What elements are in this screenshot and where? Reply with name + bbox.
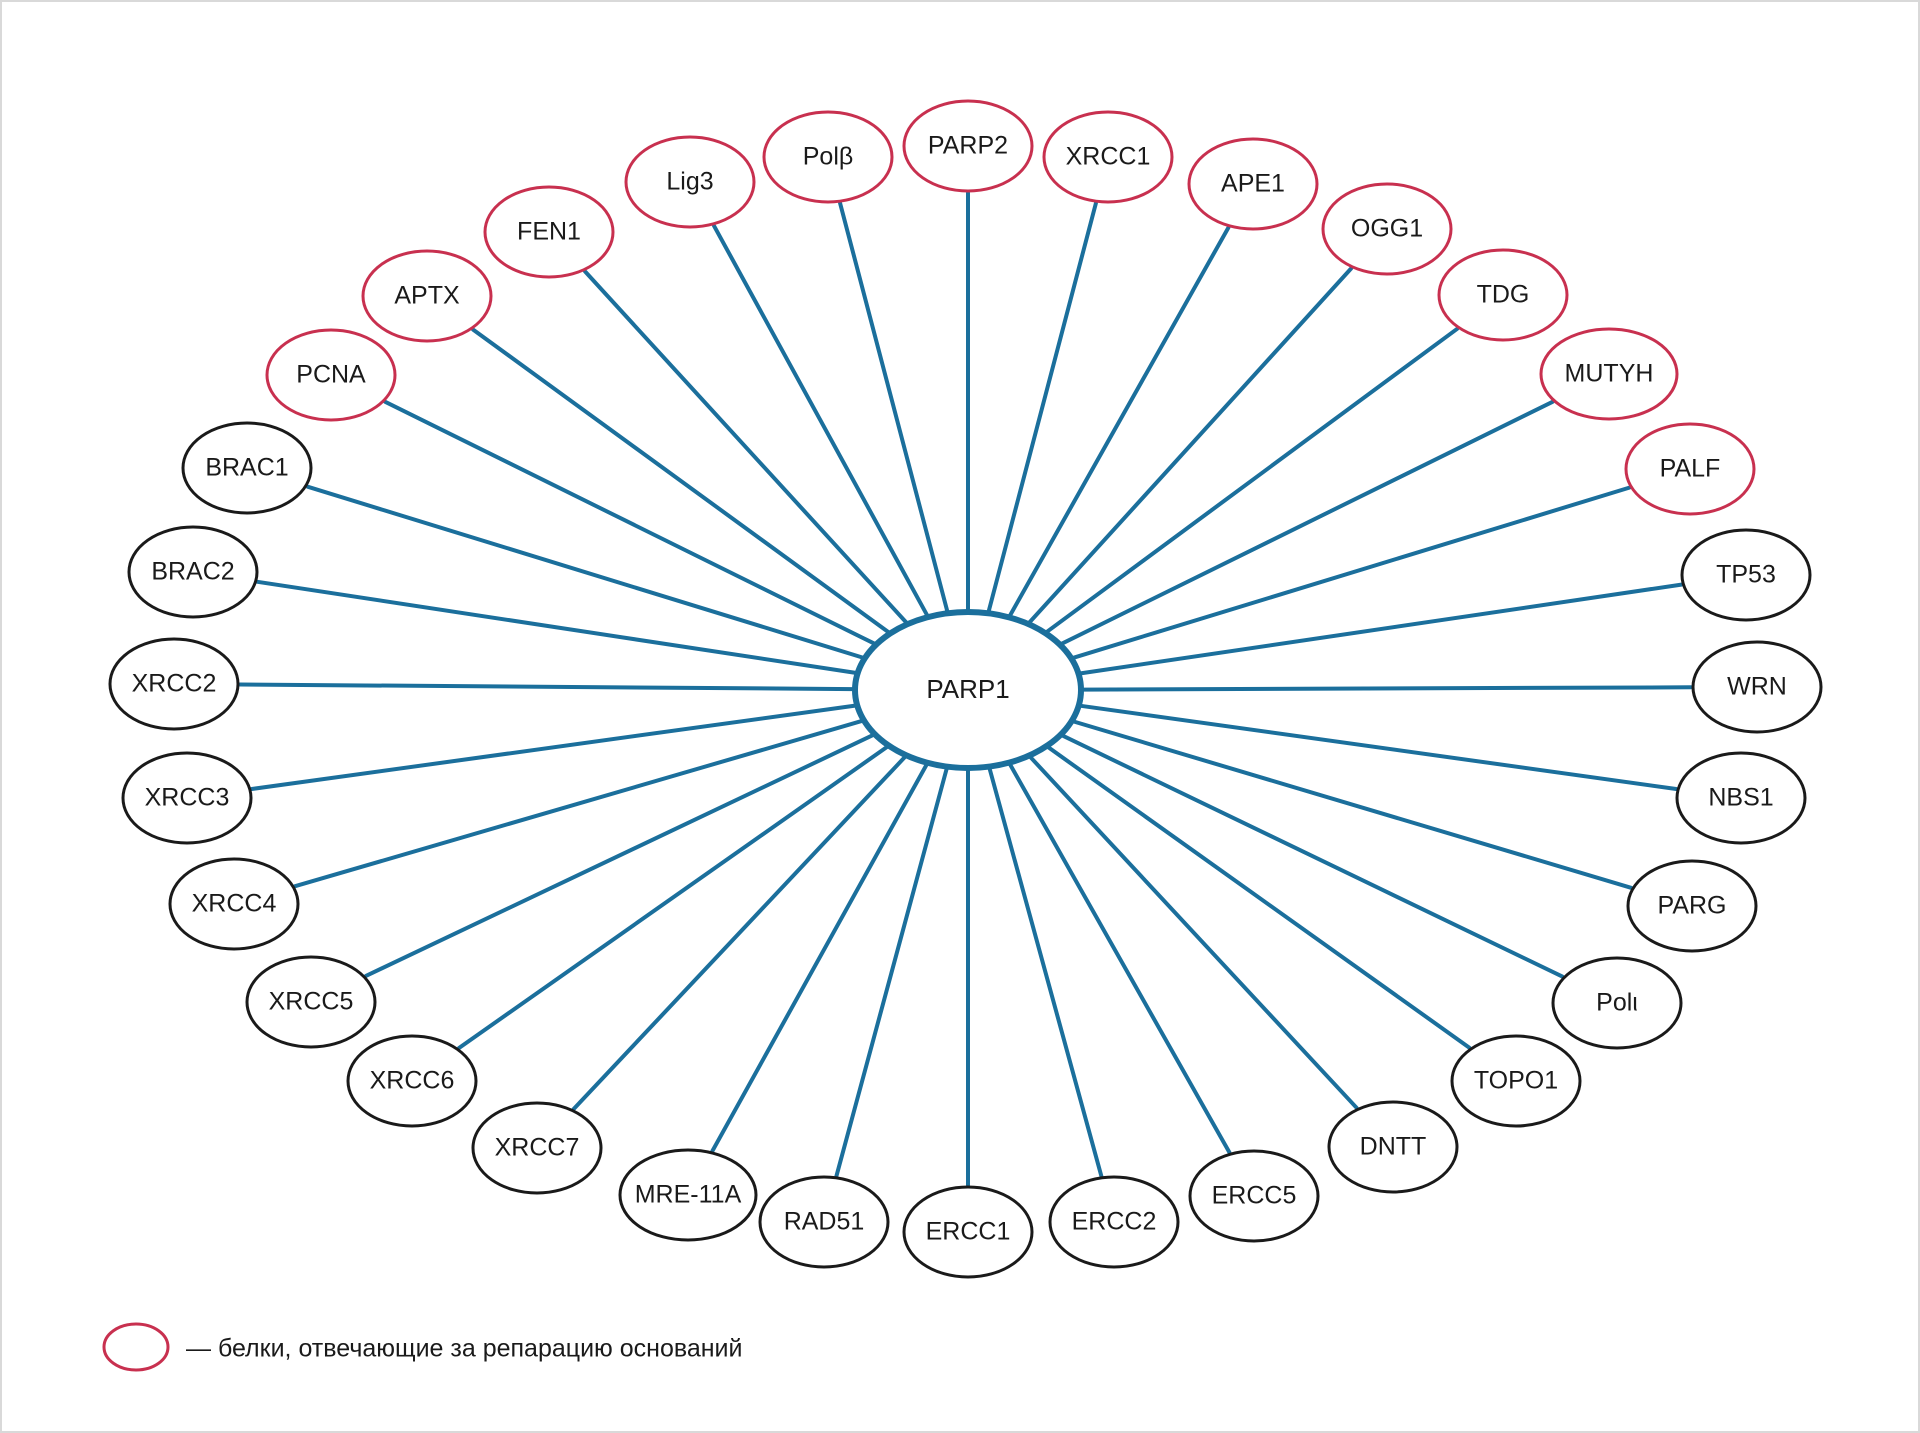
- node-label: MRE-11A: [634, 1180, 742, 1209]
- node-label: PARP2: [927, 131, 1009, 160]
- node-label: XRCC5: [268, 987, 354, 1016]
- node-label: TOPO1: [1473, 1066, 1559, 1095]
- node-pcna[interactable]: [267, 330, 395, 420]
- node-label: NBS1: [1708, 783, 1774, 812]
- edge-parp1-to-xrcc2: [240, 685, 853, 690]
- node-label: APE1: [1221, 169, 1285, 198]
- node-label: XRCC3: [144, 783, 230, 812]
- node-fen1[interactable]: [485, 187, 613, 277]
- node-ape1[interactable]: [1189, 139, 1317, 229]
- node-label: TP53: [1716, 560, 1776, 589]
- node-brac1[interactable]: [183, 423, 311, 513]
- node-xrcc3[interactable]: [123, 753, 251, 843]
- node-label: DNTT: [1359, 1132, 1427, 1161]
- node-rad51[interactable]: [760, 1177, 888, 1267]
- node-lig3[interactable]: [626, 137, 754, 227]
- node-parp2[interactable]: [904, 101, 1032, 191]
- center-node-label: PARP1: [926, 673, 1010, 704]
- node-tp53[interactable]: [1682, 530, 1810, 620]
- node-topo1[interactable]: [1452, 1036, 1580, 1126]
- node-ogg1[interactable]: [1323, 184, 1451, 274]
- node-xrcc4[interactable]: [170, 859, 298, 949]
- node-tdg[interactable]: [1439, 250, 1567, 340]
- node-palf[interactable]: [1626, 424, 1754, 514]
- edge-parp1-to-ogg1: [1030, 269, 1352, 623]
- node-brac2[interactable]: [129, 527, 257, 617]
- edge-parp1-to-nbs1: [1081, 706, 1677, 789]
- node-label: XRCC7: [494, 1133, 580, 1162]
- node-dntt[interactable]: [1329, 1102, 1457, 1192]
- node-aptx[interactable]: [363, 251, 491, 341]
- node-label: PALF: [1659, 454, 1721, 483]
- node-label: TDG: [1476, 280, 1530, 309]
- node-ercc1[interactable]: [904, 1187, 1032, 1277]
- node-wrn[interactable]: [1693, 642, 1821, 732]
- edge-parp1-to-xrcc1: [989, 203, 1096, 611]
- node-label: ERCC1: [925, 1217, 1011, 1246]
- edge-parp1-to-poli_display: [1063, 736, 1563, 977]
- node-label: MUTYH: [1564, 359, 1654, 388]
- node-label: Lig3: [666, 167, 714, 196]
- node-mre-11a[interactable]: [620, 1150, 756, 1240]
- legend-marker-icon: [104, 1324, 168, 1370]
- node-label: WRN: [1727, 672, 1787, 701]
- node-label: OGG1: [1350, 214, 1424, 243]
- node-label: XRCC2: [131, 669, 217, 698]
- edge-parp1-to-parg: [1074, 722, 1631, 888]
- node-polb_display[interactable]: [764, 112, 892, 202]
- edge-parp1-to-wrn: [1083, 687, 1691, 689]
- edge-parp1-to-pcna: [385, 402, 874, 644]
- node-xrcc1[interactable]: [1044, 112, 1172, 202]
- node-mutyh[interactable]: [1541, 329, 1677, 419]
- node-xrcc2[interactable]: [110, 639, 238, 729]
- node-ercc5[interactable]: [1190, 1151, 1318, 1241]
- edge-parp1-to-xrcc5: [366, 735, 873, 976]
- node-label: APTX: [394, 281, 460, 310]
- node-xrcc5[interactable]: [247, 957, 375, 1047]
- node-label: Polβ: [802, 142, 854, 171]
- node-label: XRCC4: [191, 889, 277, 918]
- legend-label: — белки, отвечающие за репарацию оснований: [186, 1334, 743, 1363]
- node-label: PCNA: [296, 360, 366, 389]
- node-poli_display[interactable]: [1553, 958, 1681, 1048]
- node-label: ERCC5: [1211, 1181, 1297, 1210]
- node-xrcc7[interactable]: [473, 1103, 601, 1193]
- node-label: XRCC1: [1065, 142, 1151, 171]
- edge-parp1-to-ape1: [1010, 228, 1228, 616]
- node-label: BRAC1: [205, 453, 289, 482]
- node-label: PARG: [1657, 891, 1727, 920]
- node-label: Polι: [1596, 988, 1638, 1017]
- node-nbs1[interactable]: [1677, 753, 1805, 843]
- node-label: BRAC2: [151, 557, 235, 586]
- node-label: ERCC2: [1071, 1207, 1157, 1236]
- node-label: XRCC6: [369, 1066, 455, 1095]
- node-parg[interactable]: [1628, 861, 1756, 951]
- node-ercc2[interactable]: [1050, 1177, 1178, 1267]
- node-xrcc6[interactable]: [348, 1036, 476, 1126]
- legend: [104, 1324, 742, 1370]
- node-label: FEN1: [517, 217, 581, 246]
- node-label: RAD51: [783, 1207, 865, 1236]
